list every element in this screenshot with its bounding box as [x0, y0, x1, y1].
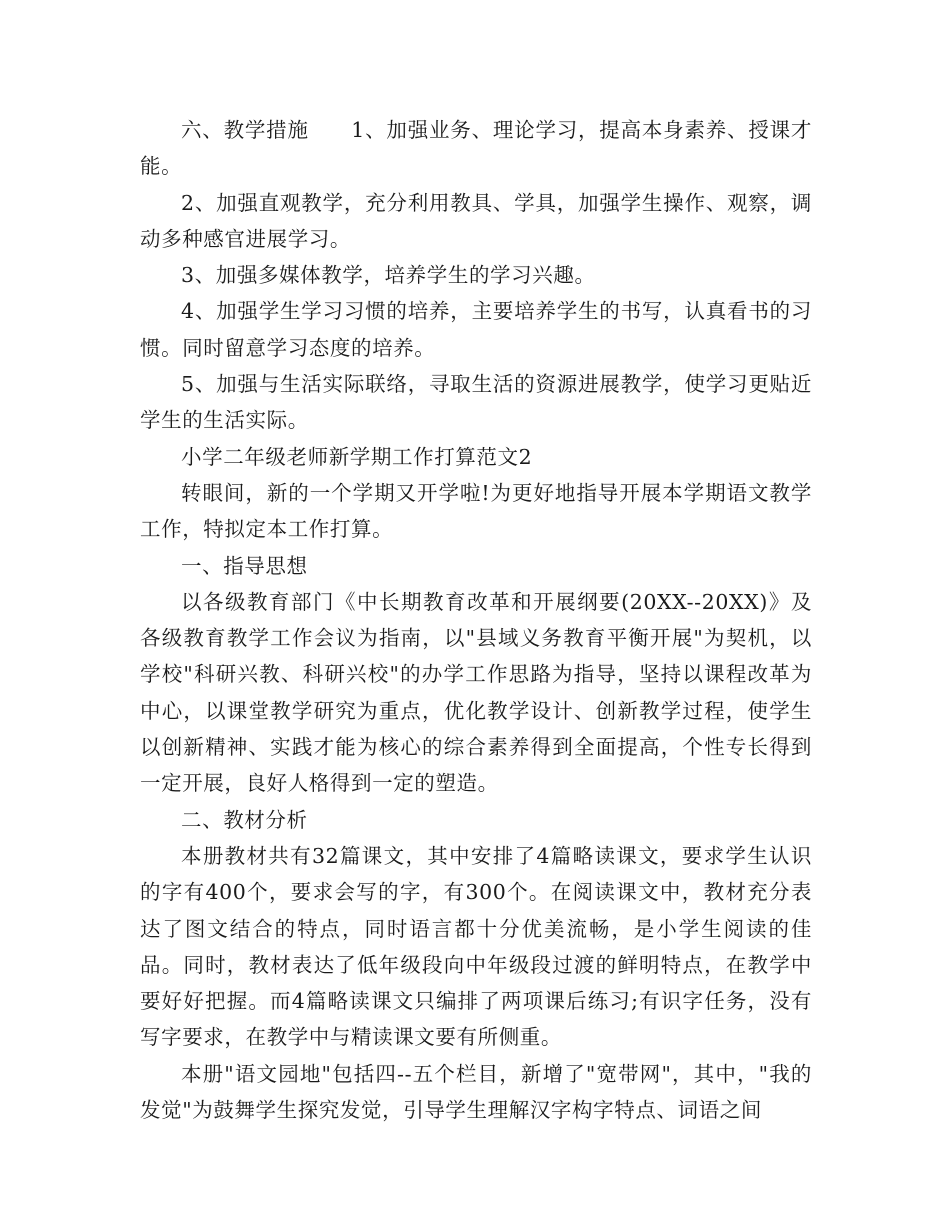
heading-textbook-analysis: 二、教材分析 — [181, 807, 308, 832]
paragraph-textbook-analysis: 本册教材共有32篇课文，其中安排了4篇略读课文，要求学生认识的字有400个，要求会写的字，有300个。在阅读课文中，教材充分表达了图文结合的特点，同时语言都十分优美流畅，是小学生阅读的佳品。同时，教材表达了低年级段向中年级段过渡的鲜明特点，在教学中要好好把握。而4篇略读课文只编排了两项课后练习;有识字任务，没有写字要求，在教学中与精读课文要有所侧重。 — [140, 843, 812, 1050]
paragraph-measure-4: 4、加强学生学习习惯的培养，主要培养学生的书写，认真看书的习惯。同时留意学习态度的培养。 — [140, 299, 812, 360]
document-body — [140, 112, 812, 1128]
paragraph-language-garden: 本册"语文园地"包括四--五个栏目，新增了"宽带网"，其中，"我的发觉"为鼓舞学生探究发觉，引导学生理解汉字构字特点、词语之间 — [140, 1061, 812, 1123]
paragraph-teaching-measures: 六、教学措施 1、加强业务、理论学习，提高本身素养、授课才能。 — [140, 118, 812, 179]
paragraph-measure-2: 2、加强直观教学，充分利用教具、学具，加强学生操作、观察，调动多种感官进展学习。 — [140, 190, 812, 251]
paragraph-measure-3: 3、加强多媒体教学，培养学生的学习兴趣。 — [181, 263, 596, 288]
paragraph-guiding-ideology: 以各级教育部门《中长期教育改革和开展纲要(20XX--20XX)》及各级教育教学工作会议为指南，以"县域义务教育平衡开展"为契机，以学校"科研兴教、科研兴校"的办学工作思路为指导，坚持以课程改革为中心，以课堂教学研究为重点，优化教学设计、创新教学过程，使学生以创新精神、实践才能为核心的综合素养得到全面提高，个性专长得到一定开展，良好人格得到一定的塑造。 — [140, 589, 812, 796]
section-title-sample-2: 小学二年级老师新学期工作打算范文2 — [181, 444, 533, 469]
paragraph-intro: 转眼间，新的一个学期又开学啦!为更好地指导开展本学期语文教学工作，特拟定本工作打算。 — [140, 480, 812, 542]
heading-guiding-ideology: 一、指导思想 — [181, 553, 308, 578]
paragraph-measure-5: 5、加强与生活实际联络，寻取生活的资源进展教学，使学习更贴近学生的生活实际。 — [140, 372, 812, 433]
